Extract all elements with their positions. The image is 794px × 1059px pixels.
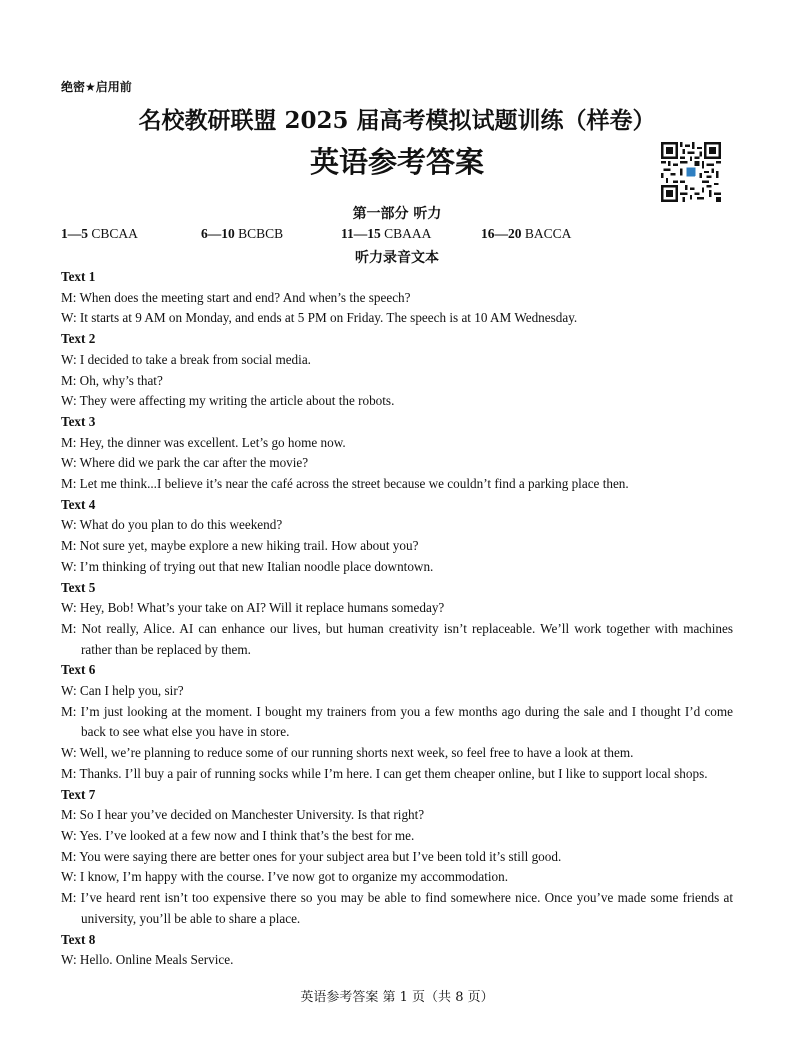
- dialogue-line: M: Not really, Alice. AI can enhance our lives, but human creativity isn’t replaceable. We’ll work together with machines rather than be replaced by them.: [61, 620, 733, 657]
- answer-keys: CBAAA: [384, 226, 432, 241]
- dialogue-line: M: Thanks. I’ll buy a pair of running socks while I’m here. I can get them cheaper online, but I like to support local shops.: [61, 765, 708, 781]
- dialogue-line: M: Not sure yet, maybe explore a new hiking trail. How about you?: [61, 538, 419, 554]
- transcript-heading: 听力录音文本: [355, 250, 439, 266]
- answer-keys: CBCAA: [91, 226, 138, 241]
- dialogue-line: M: You were saying there are better ones for your subject area but I’ve been told it’s still good.: [61, 848, 562, 864]
- dialogue-line: W: I know, I’m happy with the course. I’ve now got to organize my accommodation.: [61, 869, 509, 885]
- dialogue-line: M: I’m just looking at the moment. I bought my trainers from you a few months ago during the sale and I thought I’d come back to see what else you have in store.: [61, 703, 733, 740]
- exam-title: 名校教研联盟 2025 届高考模拟试题训练（样卷）: [138, 107, 656, 134]
- answer-range: 1—5: [61, 226, 88, 241]
- answer-group: [61, 226, 138, 242]
- dialogue-line: W: Can I help you, sir?: [61, 683, 184, 699]
- dialogue-line: W: I decided to take a break from social media.: [61, 351, 311, 367]
- text-label: Text 1: [61, 269, 96, 284]
- page-footer: 英语参考答案 第 1 页（共 8 页）: [300, 990, 494, 1005]
- dialogue-line: W: They were affecting my writing the article about the robots.: [61, 393, 395, 409]
- answer-keys: BACCA: [524, 226, 572, 241]
- dialogue-line: W: What do you plan to do this weekend?: [61, 517, 283, 533]
- dialogue-line: M: Hey, the dinner was excellent. Let’s go home now.: [61, 434, 346, 450]
- text-label: Text 8: [61, 931, 96, 947]
- dialogue-line: W: Hey, Bob! What’s your take on AI? Will it replace humans someday?: [61, 600, 445, 616]
- part-one-heading: 第一部分 听力: [352, 206, 442, 222]
- dialogue-line: W: Hello. Online Meals Service.: [61, 952, 234, 968]
- text-label: Text 5: [61, 579, 96, 595]
- dialogue-line: M: Oh, why’s that?: [61, 372, 163, 388]
- dialogue-line: W: It starts at 9 AM on Monday, and ends at 5 PM on Friday. The speech is at 10 AM Wednesday.: [61, 310, 578, 326]
- dialogue-line: W: Yes. I’ve looked at a few now and I think that’s the best for me.: [61, 827, 415, 843]
- text-label: Text 3: [61, 413, 96, 429]
- answer-key-title: 英语参考答案: [309, 145, 484, 179]
- answer-keys: BCBCB: [238, 226, 284, 241]
- dialogue-line: W: Where did we park the car after the movie?: [61, 455, 309, 471]
- dialogue-line: W: I’m thinking of trying out that new Italian noodle place downtown.: [61, 558, 434, 574]
- qr-code-icon: [661, 142, 721, 202]
- text-label: Text 6: [61, 662, 96, 678]
- text-label: Text 7: [61, 786, 96, 802]
- dialogue-line: W: Well, we’re planning to reduce some of our running shorts next week, so feel free to have a look at them.: [61, 745, 634, 761]
- dialogue-line: M: I’ve heard rent isn’t too expensive there so you may be able to find somewhere nice. Once you’ve made some friends at university, you’ll be able to share a place.: [61, 890, 733, 926]
- text-label: Text 2: [61, 331, 96, 347]
- answer-group: [481, 226, 571, 242]
- dialogue-line: M: So I hear you’ve decided on Manchester University. Is that right?: [61, 807, 425, 823]
- answer-group: [341, 226, 431, 242]
- answer-range: 6—10: [201, 226, 235, 241]
- answer-range: 16—20: [481, 226, 522, 241]
- dialogue-line: M: Let me think...I believe it’s near the café across the street because we couldn’t find a parking place then.: [61, 476, 629, 492]
- answer-group: [201, 226, 283, 242]
- secret-label: 绝密★启用前: [61, 80, 132, 94]
- answer-row: [0, 226, 794, 244]
- transcript-body: [61, 267, 733, 971]
- text-label: Text 4: [61, 496, 96, 512]
- answer-range: 11—15: [341, 226, 381, 241]
- dialogue-line: M: When does the meeting start and end? And when’s the speech?: [61, 289, 411, 305]
